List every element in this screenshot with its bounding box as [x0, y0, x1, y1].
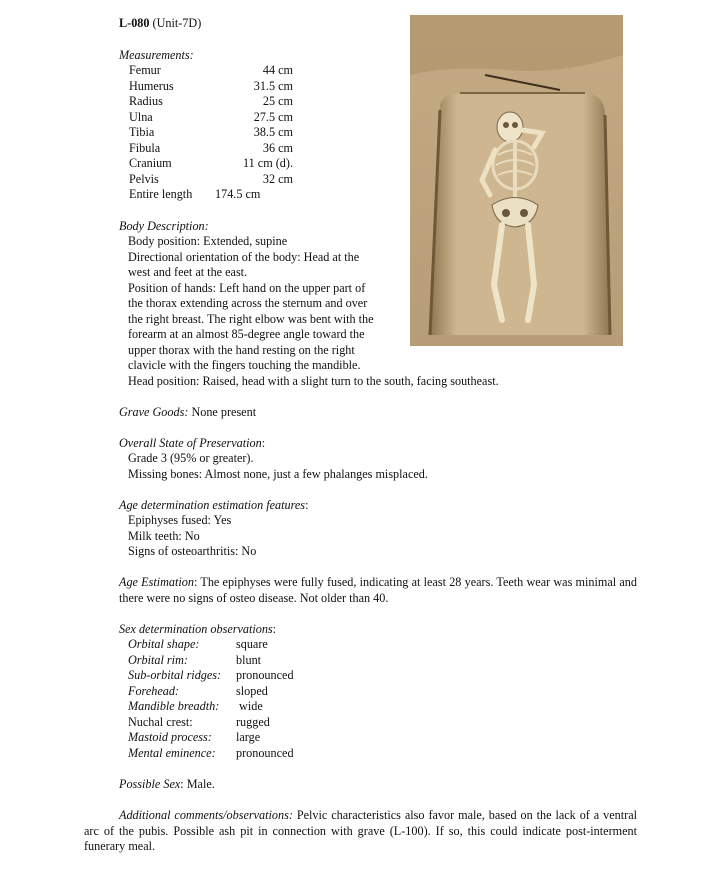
- measurement-value: 32 cm: [262, 171, 293, 186]
- measurement-row: [119, 94, 293, 110]
- measurement-value: 27.5 cm: [253, 109, 293, 124]
- sex-observation-name: Nuchal crest:: [128, 714, 193, 729]
- sex-observation-name: Mandible breadth:: [128, 699, 220, 713]
- grave-goods-label: Grave Goods:: [119, 405, 189, 419]
- preservation-heading: Overall State of Preservation: [119, 436, 262, 450]
- hands-position-line-6: clavicle with the fingers touching the mandible.: [128, 358, 361, 372]
- sex-observation-name: Orbital rim:: [128, 652, 188, 667]
- body-orientation-line-1: Directional orientation of the body: Head at the: [128, 250, 360, 264]
- measurements-heading: Measurements:: [119, 48, 194, 62]
- sex-observation-row: [119, 730, 294, 746]
- age-features-heading: Age determination estimation features: [119, 498, 306, 512]
- possible-sex: [119, 777, 215, 793]
- body-position: Body position: Extended, supine: [128, 234, 288, 248]
- age-osteoarthritis: Signs of osteoarthritis: No: [128, 544, 257, 558]
- skeleton-in-grave-image: [410, 15, 623, 346]
- sex-observation-name: Orbital shape:: [128, 637, 200, 651]
- age-milk-teeth: Milk teeth: No: [128, 529, 200, 543]
- age-features-heading-colon: :: [305, 498, 309, 512]
- sex-observation-value: pronounced: [236, 745, 294, 760]
- hands-position-line-5: upper thorax with the hand resting on the right: [128, 343, 355, 357]
- measurement-row: [119, 156, 293, 172]
- measurement-name: Pelvis: [129, 171, 159, 186]
- measurement-row: [119, 187, 293, 203]
- measurement-row: [119, 79, 293, 95]
- age-epiphyses: Epiphyses fused: Yes: [128, 513, 232, 527]
- grave-goods-value: None present: [188, 405, 257, 419]
- age-features-heading-line: [119, 498, 308, 514]
- sex-observation-row: [119, 684, 294, 700]
- possible-sex-value: : Male.: [180, 777, 215, 791]
- measurement-value: 11 cm (d).: [243, 156, 293, 170]
- hands-position-line-4: forearm at an almost 85-degree angle toward the: [128, 327, 365, 341]
- measurement-name: Ulna: [129, 109, 153, 124]
- preservation-missing-bones: Missing bones: Almost none, just a few phalanges misplaced.: [128, 467, 428, 481]
- additional-comments-text: Pelvic characteristics also favor male, based on the lack of a ventral arc of the pubis. Possible ash pit in connection with grave (L-100). If so, this could indicate post-interment funerary meal.: [84, 808, 637, 853]
- measurement-name: Tibia: [129, 125, 155, 139]
- hands-position-line-1: Position of hands: Left hand on the upper part of: [128, 281, 366, 295]
- additional-comments-paragraph: [84, 808, 637, 855]
- measurement-name: Fibula: [129, 140, 161, 155]
- sex-observation-name: Sub-orbital ridges:: [128, 668, 222, 682]
- measurement-row: [119, 141, 293, 157]
- sex-observation-value: large: [236, 730, 261, 744]
- sex-observation-row: [119, 668, 294, 684]
- sex-observation-name: Mental eminence:: [128, 745, 216, 760]
- measurement-row: [119, 63, 293, 79]
- measurement-name: Cranium: [129, 156, 172, 170]
- hands-position-line-2: the thorax extending across the sternum and over: [128, 296, 368, 310]
- sex-observation-value: blunt: [236, 652, 262, 667]
- hands-position-line-3: the right breast. The right elbow was bent with the: [128, 312, 374, 326]
- age-estimation-label: Age Estimation: [119, 575, 194, 589]
- measurement-name: Radius: [129, 94, 163, 108]
- record-header: [119, 16, 201, 32]
- measurement-row: [119, 110, 293, 126]
- sex-observation-row: [119, 653, 294, 669]
- measurements-table: [119, 63, 293, 203]
- body-orientation-line-2: west and feet at the east.: [128, 265, 248, 279]
- preservation-heading-line: [119, 436, 265, 452]
- sex-observations-heading-line: [119, 622, 276, 638]
- sex-observation-value: rugged: [236, 714, 270, 729]
- head-position: Head position: Raised, head with a slight turn to the south, facing southeast.: [128, 374, 499, 388]
- sex-observation-row: [119, 637, 294, 653]
- measurement-value: 38.5 cm: [253, 125, 293, 139]
- sex-observations-heading-colon: :: [272, 622, 277, 636]
- sex-observation-row: [119, 715, 294, 731]
- measurement-row: [119, 125, 293, 141]
- age-estimation-paragraph: [119, 575, 637, 606]
- sex-observation-row: [119, 699, 294, 715]
- measurement-value: 36 cm: [262, 140, 293, 155]
- sex-observation-name: Forehead:: [128, 683, 179, 698]
- measurement-value: 174.5 cm: [215, 187, 261, 201]
- measurement-name: Femur: [129, 63, 161, 77]
- measurement-row: [119, 172, 293, 188]
- sex-observation-name: Mastoid process:: [128, 730, 212, 744]
- measurement-value: 44 cm: [262, 63, 293, 77]
- measurement-name: Entire length: [129, 187, 193, 201]
- sex-observation-value: wide: [236, 699, 263, 713]
- additional-comments-label: Additional comments/observations:: [119, 808, 293, 822]
- body-description-heading: Body Description:: [119, 219, 209, 233]
- sex-observation-row: [119, 746, 294, 762]
- sex-observation-value: pronounced: [236, 668, 294, 682]
- sex-observations-table: [119, 637, 294, 761]
- record-id: L-080: [119, 16, 150, 30]
- preservation-heading-colon: :: [261, 436, 266, 450]
- grave-goods: [119, 405, 256, 421]
- age-estimation-text: : The epiphyses were fully fused, indicating at least 28 years. Teeth wear was minimal and there were no signs of osteo disease. Not older than 40.: [119, 575, 637, 605]
- sex-observations-heading: Sex determination observations: [119, 622, 273, 636]
- sex-observation-value: sloped: [236, 683, 268, 698]
- measurement-name: Humerus: [129, 78, 174, 93]
- grave-photo: [410, 15, 623, 346]
- measurement-value: 25 cm: [262, 94, 293, 108]
- record-unit: (Unit-7D): [152, 16, 202, 30]
- sex-observation-value: square: [236, 637, 268, 651]
- possible-sex-label: Possible Sex: [119, 777, 181, 791]
- preservation-grade: Grade 3 (95% or greater).: [128, 451, 254, 465]
- measurement-value: 31.5 cm: [253, 78, 293, 93]
